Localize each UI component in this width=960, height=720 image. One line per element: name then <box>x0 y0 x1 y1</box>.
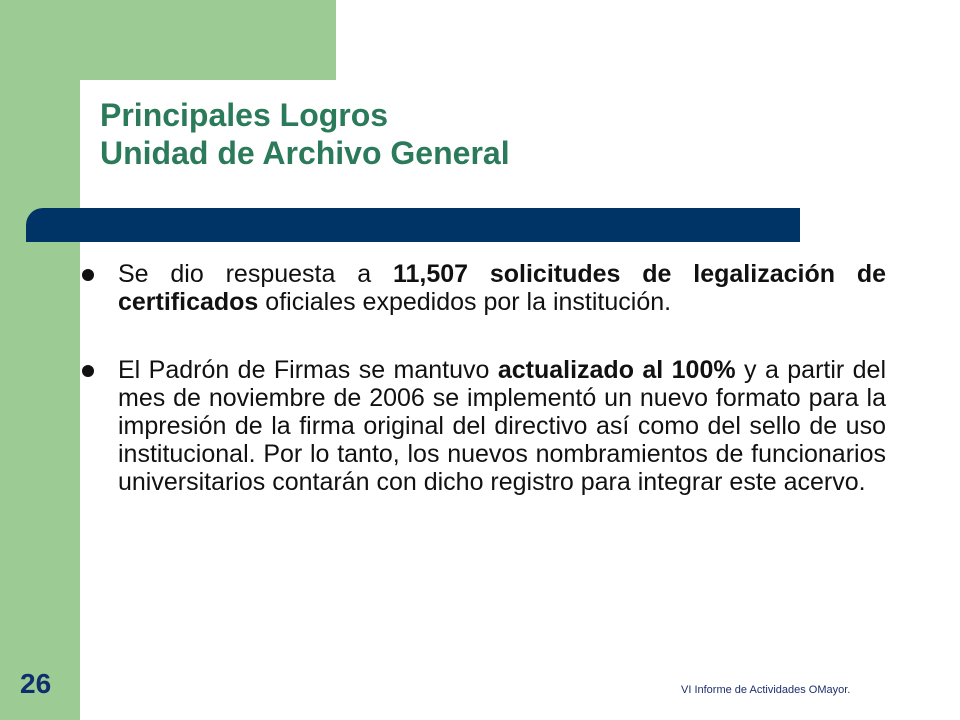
page-number: 26 <box>20 668 52 699</box>
bullet-item <box>76 356 886 496</box>
slide-title <box>100 96 860 172</box>
title-line-1: Principales Logros <box>100 97 389 133</box>
bullet-dot-icon <box>82 269 94 281</box>
bullet-text-bold: actualizado al 100% <box>497 356 736 384</box>
bullet-text: El Padrón de Firmas se mantuvo <box>118 356 498 384</box>
title-line-2: Unidad de Archivo General <box>100 135 510 171</box>
left-green-frame <box>0 0 80 720</box>
top-green-frame <box>80 0 336 80</box>
bullet-item <box>76 260 886 316</box>
bullet-text: Se dio respuesta a <box>118 260 393 288</box>
title-divider-bar <box>26 208 800 242</box>
bullet-text: y a partir del mes de noviembre de 2006 se implementó un nuevo formato para la impresión de la firma original del directivo así como del sello de uso institucional. Por lo tanto, los nuevos nombramientos de funcionarios universitarios contarán con dicho registro para integrar este acervo. <box>118 356 887 496</box>
bullet-text: oficiales expedidos por la institución. <box>258 288 672 316</box>
bullet-list <box>76 260 886 496</box>
footer-text: VI Informe de Actividades OMayor. <box>681 684 851 696</box>
bullet-dot-icon <box>82 365 94 377</box>
bullet-text-bold: 11,507 solicitudes de legalización de certificados <box>118 260 886 316</box>
title-divider-notch <box>26 225 66 242</box>
